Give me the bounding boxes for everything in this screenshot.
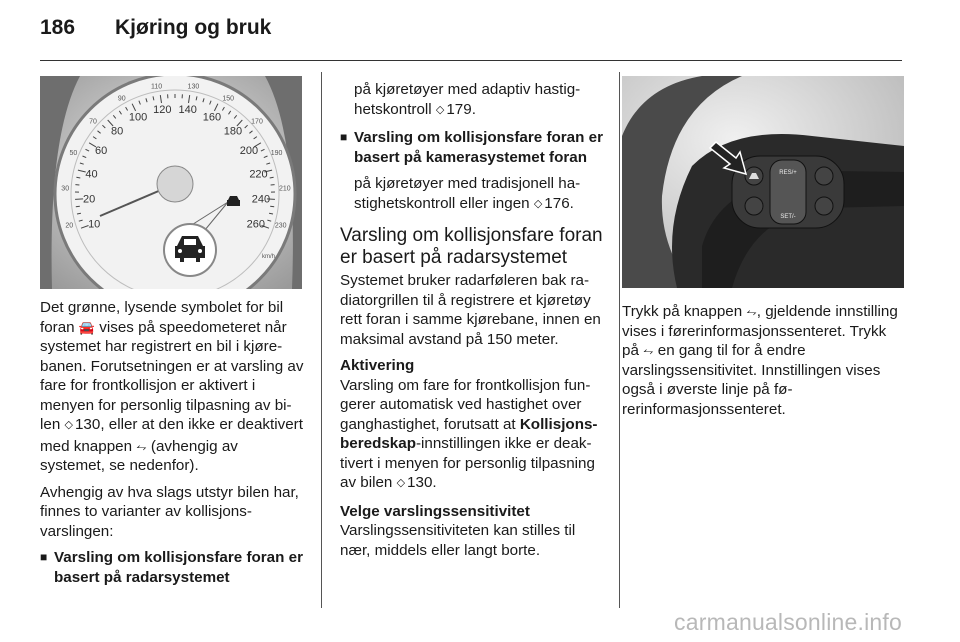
mph-scale-label: 110 (151, 83, 163, 91)
paragraph-button-usage: Trykk på knappen ⥊, gjeldende innstilling vises i førerinformasjonssenteret. Trykk på ⥊ en gang til for å endre varslingssensitivitet. Innstillingen vises også i øverste linje på førerinformasjonssenteret. (622, 303, 898, 418)
paragraph-sensitivity: Varslingssensitiviteten kan stilles til nær, middels eller langt borte. (340, 522, 576, 559)
collision-button-icon: ⥊ (746, 304, 757, 319)
page-title: Kjøring og bruk (115, 16, 272, 39)
paragraph-variants: Avhengig av hva slags utstyr bilen har, finnes to varianter av kollisjonsvarslingen: (40, 483, 299, 540)
paragraph-adaptive-cruise: på kjøretøyer med adaptiv hastighetskontroll ◇ 179. (340, 80, 605, 121)
scale-tick (270, 206, 274, 207)
text-column-2 (340, 80, 605, 567)
mph-scale-label: 20 (65, 222, 74, 230)
speed-scale-label: 220 (249, 168, 268, 181)
car-ahead-icon: 🚘 (78, 319, 96, 335)
mph-scale-label: 70 (89, 118, 97, 126)
speedometer-figure (40, 76, 302, 289)
speed-scale-label: 240 (251, 193, 271, 206)
cruise-button (745, 197, 763, 215)
speedometer-illustration (40, 76, 302, 289)
speed-scale-label: 160 (202, 111, 222, 124)
section-heading: Varsling om kollisjonsfare foran er basert på radarsystemet (340, 225, 603, 268)
speed-scale-label: 140 (178, 103, 197, 116)
speed-scale-label: 10 (88, 218, 101, 231)
res-button-label: RES/+ (779, 170, 797, 176)
paragraph-symbol-description: Det grønne, lysende symbolet for bil foran 🚘 vises på speedometeret når systemet har registrert en bil i kjørebanen. Forutsetningen er at varsling av fare for frontkollisjon er aktivert i menyen for personlig tilpasning av bilen ◇ 130, eller at den ikke er deaktivert med knappen ⥊ (avhengig av systemet, se nedenfor). (40, 298, 305, 476)
collision-button-icon: ⥊ (643, 343, 654, 358)
subheading-activation: Aktivering (340, 357, 415, 374)
subheading-sensitivity: Velge varslingssensitivitet (340, 502, 530, 520)
scale-tick (76, 206, 80, 207)
bullet-marker: ■ (340, 130, 348, 144)
speed-scale-label: 200 (239, 145, 259, 157)
speed-limiter-button (815, 167, 833, 185)
text-column-3 (622, 302, 906, 426)
watermark: carmanualsonline.info (674, 609, 902, 635)
mph-scale-label: 50 (69, 149, 78, 157)
header-rule (40, 60, 902, 61)
speed-scale-label: 60 (94, 145, 108, 157)
column-divider-2 (619, 72, 620, 608)
column-divider-1 (321, 72, 322, 608)
speed-scale-label: 20 (82, 193, 96, 206)
distance-button (815, 197, 833, 215)
scale-tick (76, 177, 80, 178)
mph-scale-label: 210 (278, 185, 291, 193)
steering-wheel-figure (622, 76, 904, 288)
steering-wheel-illustration (622, 76, 904, 288)
paragraph-radar-description: Systemet bruker radarføleren bak radiatorgrillen til å registrere et kjøretøy rett foran i samme kjørebane, innen en maksimal avstand på 150 meter. (340, 272, 601, 348)
paragraph-activation: Varsling om fare for frontkollisjon fungerer automatisk ved hastighet over ganghastighet, forutsatt at Kollisjonsberedskap-innstillingen ikke er deaktivert i menyen for personlig tilpasning av bilen ◇ 130. (340, 376, 605, 495)
speed-unit-label: km/h (262, 254, 276, 260)
speed-scale-label: 80 (110, 125, 124, 138)
scale-tick (270, 177, 274, 178)
page-reference[interactable]: ◇ 130 (65, 416, 101, 433)
bullet-marker: ■ (40, 550, 48, 564)
mph-scale-label: 230 (274, 222, 287, 230)
page-number: 186 (40, 16, 76, 39)
paragraph-traditional-cruise: på kjøretøyer med tradisjonell hastighetskontroll eller ingen ◇ 176. (340, 174, 605, 215)
collision-sensitivity-button (745, 167, 763, 185)
set-button-label: SET/- (780, 214, 796, 220)
speed-scale-label: 100 (128, 111, 148, 124)
speed-scale-label: 120 (153, 103, 172, 116)
page-reference[interactable]: ◇ 130. (397, 474, 437, 491)
list-item: ■ Varsling om kollisjonsfare foran er basert på radarsystemet (40, 549, 303, 586)
speed-scale-label: 180 (223, 125, 243, 138)
page-reference[interactable]: ◇ 179. (436, 101, 476, 118)
mph-scale-label: 30 (61, 185, 70, 193)
mph-scale-label: 90 (117, 95, 126, 103)
mph-scale-label: 190 (270, 149, 283, 157)
speed-scale-label: 260 (246, 218, 265, 231)
scale-tick (75, 199, 83, 200)
speed-scale-label: 40 (85, 168, 98, 181)
page-header (40, 16, 271, 48)
list-item: ■ Varsling om kollisjonsfare foran er basert på kamerasystemet foran (340, 129, 603, 166)
text-column-1 (40, 298, 305, 594)
mph-scale-label: 150 (222, 95, 235, 103)
mph-scale-label: 130 (187, 83, 200, 91)
collision-button-icon: ⥊ (136, 438, 147, 454)
mph-scale-label: 170 (251, 118, 263, 126)
page-reference[interactable]: ◇ 176. (534, 195, 574, 212)
